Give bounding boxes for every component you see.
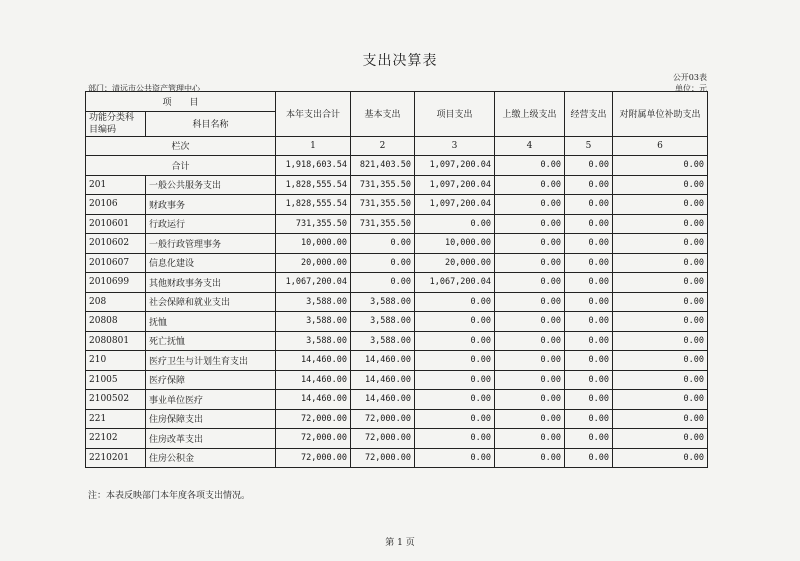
row-code: 2010699	[86, 273, 146, 293]
row-value: 0.00	[613, 390, 708, 410]
row-value: 0.00	[565, 214, 613, 234]
total-value: 0.00	[495, 156, 565, 176]
row-code: 2010602	[86, 234, 146, 254]
row-value: 0.00	[495, 292, 565, 312]
department-label: 部门：清远市公共资产管理中心	[88, 84, 200, 93]
table-row	[86, 273, 708, 293]
row-value: 0.00	[565, 195, 613, 215]
row-value: 72,000.00	[276, 429, 351, 449]
row-code: 21005	[86, 370, 146, 390]
row-name: 社会保障和就业支出	[146, 292, 276, 312]
row-name: 信息化建设	[146, 253, 276, 273]
row-value: 1,097,200.04	[415, 195, 495, 215]
row-value: 0.00	[613, 175, 708, 195]
row-code: 20106	[86, 195, 146, 215]
total-row	[86, 156, 708, 176]
page-number: 第 1 页	[385, 538, 415, 548]
row-name: 死亡抚恤	[146, 331, 276, 351]
page-title: 支出决算表	[362, 53, 438, 69]
form-number: 公开03表	[672, 73, 707, 82]
row-value: 0.00	[565, 273, 613, 293]
header-subsidy: 对附属单位补助支出	[613, 92, 708, 137]
total-value: 1,918,603.54	[276, 156, 351, 176]
table-row	[86, 195, 708, 215]
column-index-row	[86, 136, 708, 156]
row-code: 210	[86, 351, 146, 371]
table-row	[86, 214, 708, 234]
row-value: 0.00	[613, 234, 708, 254]
row-code: 201	[86, 175, 146, 195]
total-label: 合计	[86, 156, 276, 176]
row-value: 72,000.00	[351, 409, 415, 429]
row-value: 3,588.00	[276, 312, 351, 332]
row-value: 0.00	[351, 234, 415, 254]
row-value: 0.00	[415, 409, 495, 429]
row-name: 住房保障支出	[146, 409, 276, 429]
row-value: 0.00	[613, 351, 708, 371]
row-value: 0.00	[565, 234, 613, 254]
row-value: 1,828,555.54	[276, 195, 351, 215]
table-note: 注：本表反映部门本年度各项支出情况。	[88, 491, 251, 501]
column-index-label: 栏次	[86, 136, 276, 156]
row-value: 0.00	[565, 175, 613, 195]
row-value: 0.00	[565, 351, 613, 371]
row-value: 0.00	[495, 195, 565, 215]
row-code: 20808	[86, 312, 146, 332]
row-value: 14,460.00	[276, 370, 351, 390]
row-value: 0.00	[495, 370, 565, 390]
row-value: 3,588.00	[276, 331, 351, 351]
row-value: 731,355.50	[351, 175, 415, 195]
row-value: 0.00	[565, 253, 613, 273]
row-value: 14,460.00	[351, 370, 415, 390]
table-row	[86, 448, 708, 468]
row-code: 2080801	[86, 331, 146, 351]
header-code: 功能分类科目编码	[86, 111, 146, 136]
row-name: 事业单位医疗	[146, 390, 276, 410]
row-value: 14,460.00	[276, 351, 351, 371]
row-value: 0.00	[495, 175, 565, 195]
row-value: 3,588.00	[276, 292, 351, 312]
row-value: 0.00	[415, 214, 495, 234]
expenditure-table	[85, 91, 708, 468]
row-name: 一般行政管理事务	[146, 234, 276, 254]
row-value: 0.00	[613, 253, 708, 273]
row-value: 0.00	[415, 370, 495, 390]
table-row	[86, 390, 708, 410]
row-value: 0.00	[351, 253, 415, 273]
row-value: 0.00	[565, 312, 613, 332]
table-row	[86, 292, 708, 312]
row-value: 0.00	[495, 409, 565, 429]
row-value: 1,067,200.04	[276, 273, 351, 293]
total-value: 0.00	[613, 156, 708, 176]
row-value: 0.00	[495, 390, 565, 410]
row-code: 2010607	[86, 253, 146, 273]
row-value: 0.00	[415, 448, 495, 468]
table-row	[86, 429, 708, 449]
row-value: 0.00	[495, 234, 565, 254]
row-value: 0.00	[415, 390, 495, 410]
row-value: 0.00	[613, 292, 708, 312]
row-value: 0.00	[495, 312, 565, 332]
header-basic: 基本支出	[351, 92, 415, 137]
table-row	[86, 253, 708, 273]
row-code: 2100502	[86, 390, 146, 410]
row-value: 0.00	[415, 429, 495, 449]
row-value: 0.00	[565, 390, 613, 410]
row-value: 0.00	[495, 351, 565, 371]
unit-label: 单位：元	[675, 84, 707, 93]
row-code: 2210201	[86, 448, 146, 468]
row-name: 财政事务	[146, 195, 276, 215]
row-code: 221	[86, 409, 146, 429]
header-upper: 上缴上级支出	[495, 92, 565, 137]
row-value: 72,000.00	[351, 448, 415, 468]
row-value: 0.00	[565, 409, 613, 429]
row-code: 22102	[86, 429, 146, 449]
row-name: 抚恤	[146, 312, 276, 332]
row-value: 0.00	[415, 331, 495, 351]
row-value: 1,097,200.04	[415, 175, 495, 195]
column-index-2: 2	[351, 136, 415, 156]
row-name: 医疗保障	[146, 370, 276, 390]
row-value: 0.00	[613, 195, 708, 215]
row-value: 0.00	[613, 312, 708, 332]
row-value: 0.00	[351, 273, 415, 293]
row-value: 72,000.00	[276, 409, 351, 429]
row-value: 0.00	[613, 429, 708, 449]
row-value: 3,588.00	[351, 292, 415, 312]
row-code: 2010601	[86, 214, 146, 234]
table-row	[86, 409, 708, 429]
row-value: 0.00	[415, 312, 495, 332]
row-value: 0.00	[613, 370, 708, 390]
total-value: 1,097,200.04	[415, 156, 495, 176]
column-index-3: 3	[415, 136, 495, 156]
row-name: 医疗卫生与计划生育支出	[146, 351, 276, 371]
row-name: 行政运行	[146, 214, 276, 234]
header-name: 科目名称	[146, 111, 276, 136]
total-value: 821,403.50	[351, 156, 415, 176]
row-value: 10,000.00	[276, 234, 351, 254]
table-row	[86, 331, 708, 351]
header-item: 项 目	[86, 92, 276, 112]
row-value: 0.00	[495, 253, 565, 273]
row-value: 0.00	[565, 429, 613, 449]
row-value: 0.00	[495, 448, 565, 468]
row-value: 14,460.00	[276, 390, 351, 410]
row-value: 0.00	[495, 331, 565, 351]
row-value: 0.00	[495, 429, 565, 449]
row-value: 0.00	[613, 448, 708, 468]
header-total: 本年支出合计	[276, 92, 351, 137]
column-index-6: 6	[613, 136, 708, 156]
row-value: 731,355.50	[351, 214, 415, 234]
row-value: 1,828,555.54	[276, 175, 351, 195]
row-name: 一般公共服务支出	[146, 175, 276, 195]
row-value: 10,000.00	[415, 234, 495, 254]
row-value: 0.00	[565, 292, 613, 312]
row-value: 0.00	[613, 273, 708, 293]
row-code: 208	[86, 292, 146, 312]
row-value: 0.00	[415, 292, 495, 312]
header-project: 项目支出	[415, 92, 495, 137]
row-value: 0.00	[565, 448, 613, 468]
row-value: 20,000.00	[415, 253, 495, 273]
row-value: 0.00	[613, 331, 708, 351]
row-name: 其他财政事务支出	[146, 273, 276, 293]
row-value: 0.00	[415, 351, 495, 371]
row-value: 1,067,200.04	[415, 273, 495, 293]
row-value: 0.00	[565, 331, 613, 351]
row-value: 3,588.00	[351, 312, 415, 332]
row-value: 20,000.00	[276, 253, 351, 273]
total-value: 0.00	[565, 156, 613, 176]
row-name: 住房公积金	[146, 448, 276, 468]
row-value: 14,460.00	[351, 351, 415, 371]
row-value: 14,460.00	[351, 390, 415, 410]
row-value: 0.00	[495, 214, 565, 234]
row-value: 0.00	[565, 370, 613, 390]
row-value: 0.00	[613, 409, 708, 429]
table-row	[86, 175, 708, 195]
row-value: 0.00	[613, 214, 708, 234]
column-index-1: 1	[276, 136, 351, 156]
header-business: 经营支出	[565, 92, 613, 137]
row-value: 3,588.00	[351, 331, 415, 351]
row-name: 住房改革支出	[146, 429, 276, 449]
table-row	[86, 234, 708, 254]
column-index-5: 5	[565, 136, 613, 156]
row-value: 731,355.50	[276, 214, 351, 234]
row-value: 72,000.00	[351, 429, 415, 449]
row-value: 0.00	[495, 273, 565, 293]
column-index-4: 4	[495, 136, 565, 156]
table-row	[86, 312, 708, 332]
row-value: 72,000.00	[276, 448, 351, 468]
row-value: 731,355.50	[351, 195, 415, 215]
table-row	[86, 351, 708, 371]
table-row	[86, 370, 708, 390]
